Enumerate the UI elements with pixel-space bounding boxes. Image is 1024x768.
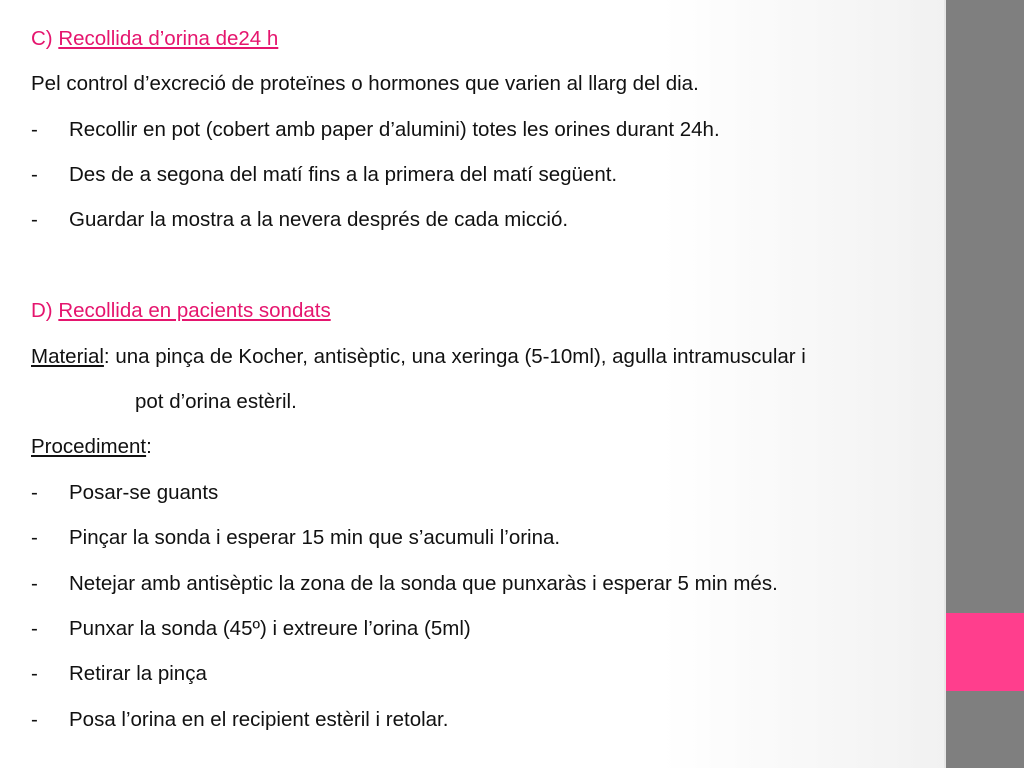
step-text: Pinçar la sonda i esperar 15 min que s’acumuli l’orina. <box>69 526 561 549</box>
procedure-step-2 <box>31 525 560 551</box>
bullet-dash: - <box>31 617 38 640</box>
section-d-heading <box>31 298 331 324</box>
bullet-dash: - <box>31 163 38 186</box>
section-c-prefix: C) <box>31 27 59 50</box>
bullet-dash: - <box>31 481 38 504</box>
step-text: Netejar amb antisèptic la zona de la sonda que punxaràs i esperar 5 min més. <box>69 572 778 595</box>
procedure-step-1 <box>31 480 218 506</box>
material-text: : una pinça de Kocher, antisèptic, una xeringa (5-10ml), agulla intramuscular i <box>103 345 806 368</box>
procedure-step-6 <box>31 707 448 733</box>
procedure-step-4 <box>31 616 471 642</box>
material-line <box>31 344 806 370</box>
bullet-dash: - <box>31 526 38 549</box>
bullet-dash: - <box>31 572 38 595</box>
step-text: Punxar la sonda (45º) i extreure l’orina (5ml) <box>69 617 471 640</box>
step-text: Retirar la pinça <box>69 662 207 685</box>
procedure-step-3 <box>31 571 778 597</box>
bullet-text: Des de a segona del matí fins a la primera del matí següent. <box>69 163 618 186</box>
procedure-label: Procediment <box>31 435 147 458</box>
procedure-step-5 <box>31 661 207 687</box>
bullet-dash: - <box>31 208 38 231</box>
section-c-title: Recollida d’orina de24 h <box>58 27 279 50</box>
section-d-title: Recollida en pacients sondats <box>58 299 331 322</box>
material-label: Material <box>31 345 104 368</box>
section-c-heading <box>31 26 278 52</box>
bullet-dash: - <box>31 708 38 731</box>
step-text: Posar-se guants <box>69 481 219 504</box>
section-c-intro: Pel control d’excreció de proteïnes o hormones que varien al llarg del dia. <box>31 72 699 95</box>
bullet-dash: - <box>31 662 38 685</box>
bullet-text: Recollir en pot (cobert amb paper d’alumini) totes les orines durant 24h. <box>69 118 720 141</box>
procedure-heading <box>31 434 152 460</box>
material-line-cont: pot d’orina estèril. <box>135 390 297 413</box>
decorative-sidebar-accent <box>946 613 1024 691</box>
section-c-bullet-1 <box>31 117 720 143</box>
section-c-bullet-3 <box>31 207 568 233</box>
procedure-colon: : <box>146 435 152 458</box>
bullet-dash: - <box>31 118 38 141</box>
section-d-prefix: D) <box>31 299 59 322</box>
step-text: Posa l’orina en el recipient estèril i retolar. <box>69 708 449 731</box>
bullet-text: Guardar la mostra a la nevera després de cada micció. <box>69 208 569 231</box>
section-c-bullet-2 <box>31 162 617 188</box>
